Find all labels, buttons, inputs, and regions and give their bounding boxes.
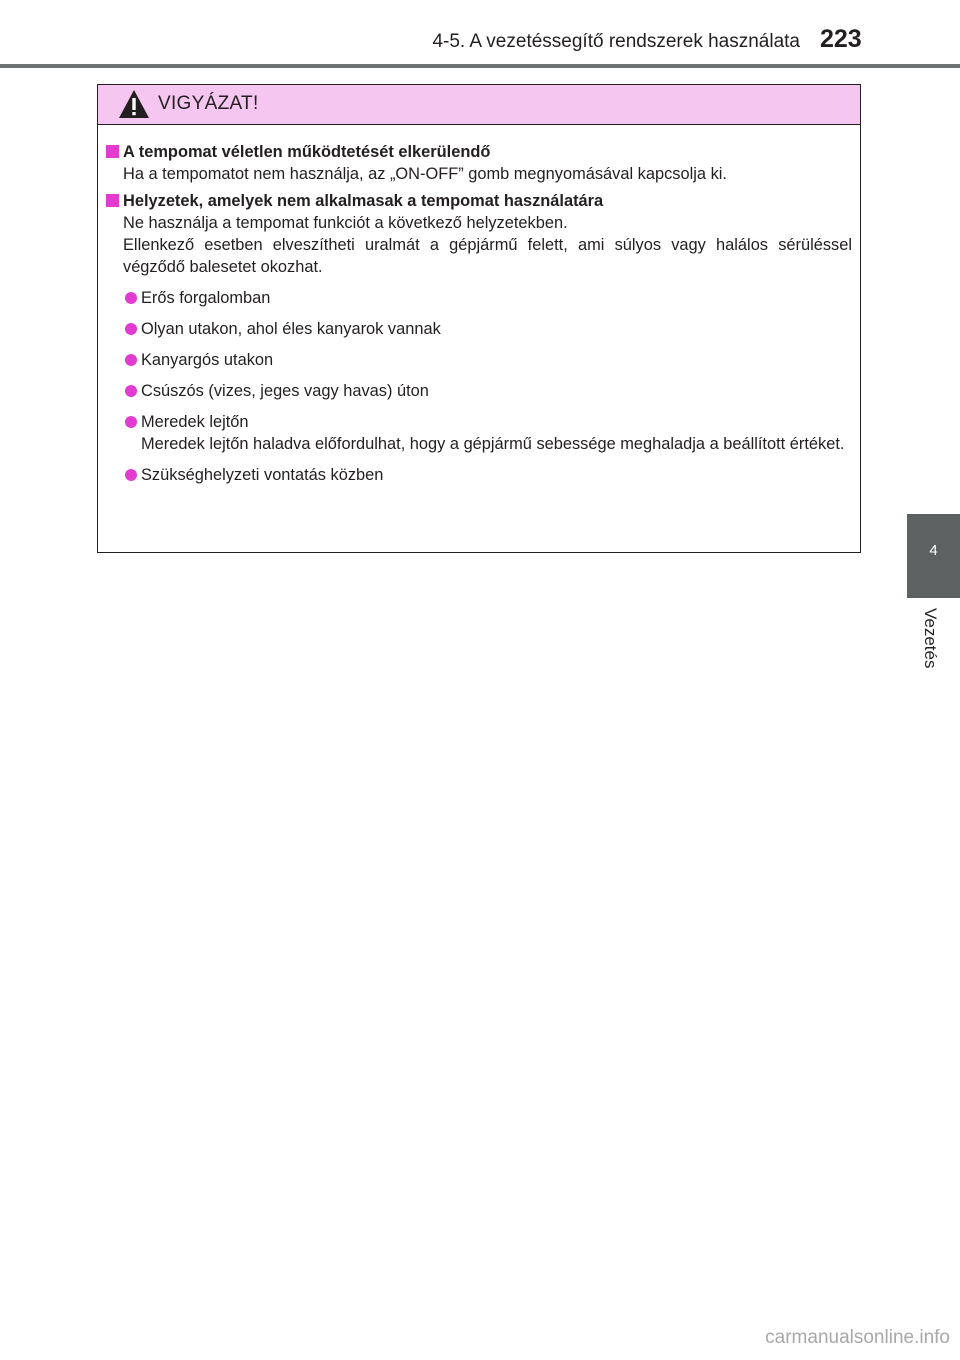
chapter-number: 4 [929, 542, 938, 559]
round-bullet-icon [125, 292, 137, 304]
situation-list [106, 287, 852, 486]
list-item-text: Erős forgalomban [141, 289, 271, 307]
warning-section [106, 141, 852, 185]
warning-title: VIGYÁZAT! [158, 93, 259, 114]
list-item-text: Meredek lejtőn [141, 413, 249, 431]
page-number: 223 [820, 25, 862, 53]
round-bullet-icon [125, 354, 137, 366]
warning-triangle-icon [117, 88, 151, 120]
square-bullet-icon [106, 194, 119, 207]
chapter-label: Vezetés [921, 608, 940, 669]
list-item [106, 411, 852, 455]
warning-body [98, 125, 860, 486]
warning-box [97, 84, 861, 553]
section-text: Ellenkező esetben elveszítheti uralmát a gépjármű felett, ami súlyos vagy halálos sérüléssel végződő balesetet okozhat. [123, 236, 852, 276]
list-item-text: Csúszós (vizes, jeges vagy havas) úton [141, 382, 429, 400]
page-header-title: 4-5. A vezetéssegítő rendszerek használata [432, 31, 800, 52]
section-body [106, 212, 852, 278]
section-heading-text: Helyzetek, amelyek nem alkalmasak a tempomat használatára [123, 192, 604, 210]
warning-section [106, 190, 852, 486]
section-heading-text: A tempomat véletlen működtetését elkerülendő [123, 143, 491, 161]
section-body [106, 163, 852, 185]
warning-header [98, 85, 860, 125]
round-bullet-icon [125, 469, 137, 481]
list-item [106, 380, 852, 402]
list-item-detail: Meredek lejtőn haladva előfordulhat, hogy a gépjármű sebessége meghaladja a beállított értéket. [141, 435, 845, 453]
list-item-text: Szükséghelyzeti vontatás közben [141, 466, 384, 484]
round-bullet-icon [125, 416, 137, 428]
chapter-tab [907, 514, 960, 598]
section-heading [106, 141, 852, 163]
section-heading [106, 190, 852, 212]
list-item [106, 287, 852, 309]
round-bullet-icon [125, 385, 137, 397]
list-item [106, 318, 852, 340]
list-item-text: Olyan utakon, ahol éles kanyarok vannak [141, 320, 441, 338]
square-bullet-icon [106, 145, 119, 158]
list-item [106, 349, 852, 371]
list-item-text: Kanyargós utakon [141, 351, 274, 369]
section-text: Ha a tempomatot nem használja, az „ON-OFF” gomb megnyomásával kapcsolja ki. [123, 165, 727, 183]
section-text: Ne használja a tempomat funkciót a következő helyzetekben. [123, 214, 568, 232]
list-item [106, 464, 852, 486]
header-divider [0, 64, 960, 68]
round-bullet-icon [125, 323, 137, 335]
watermark: carmanualsonline.info [765, 1327, 950, 1348]
